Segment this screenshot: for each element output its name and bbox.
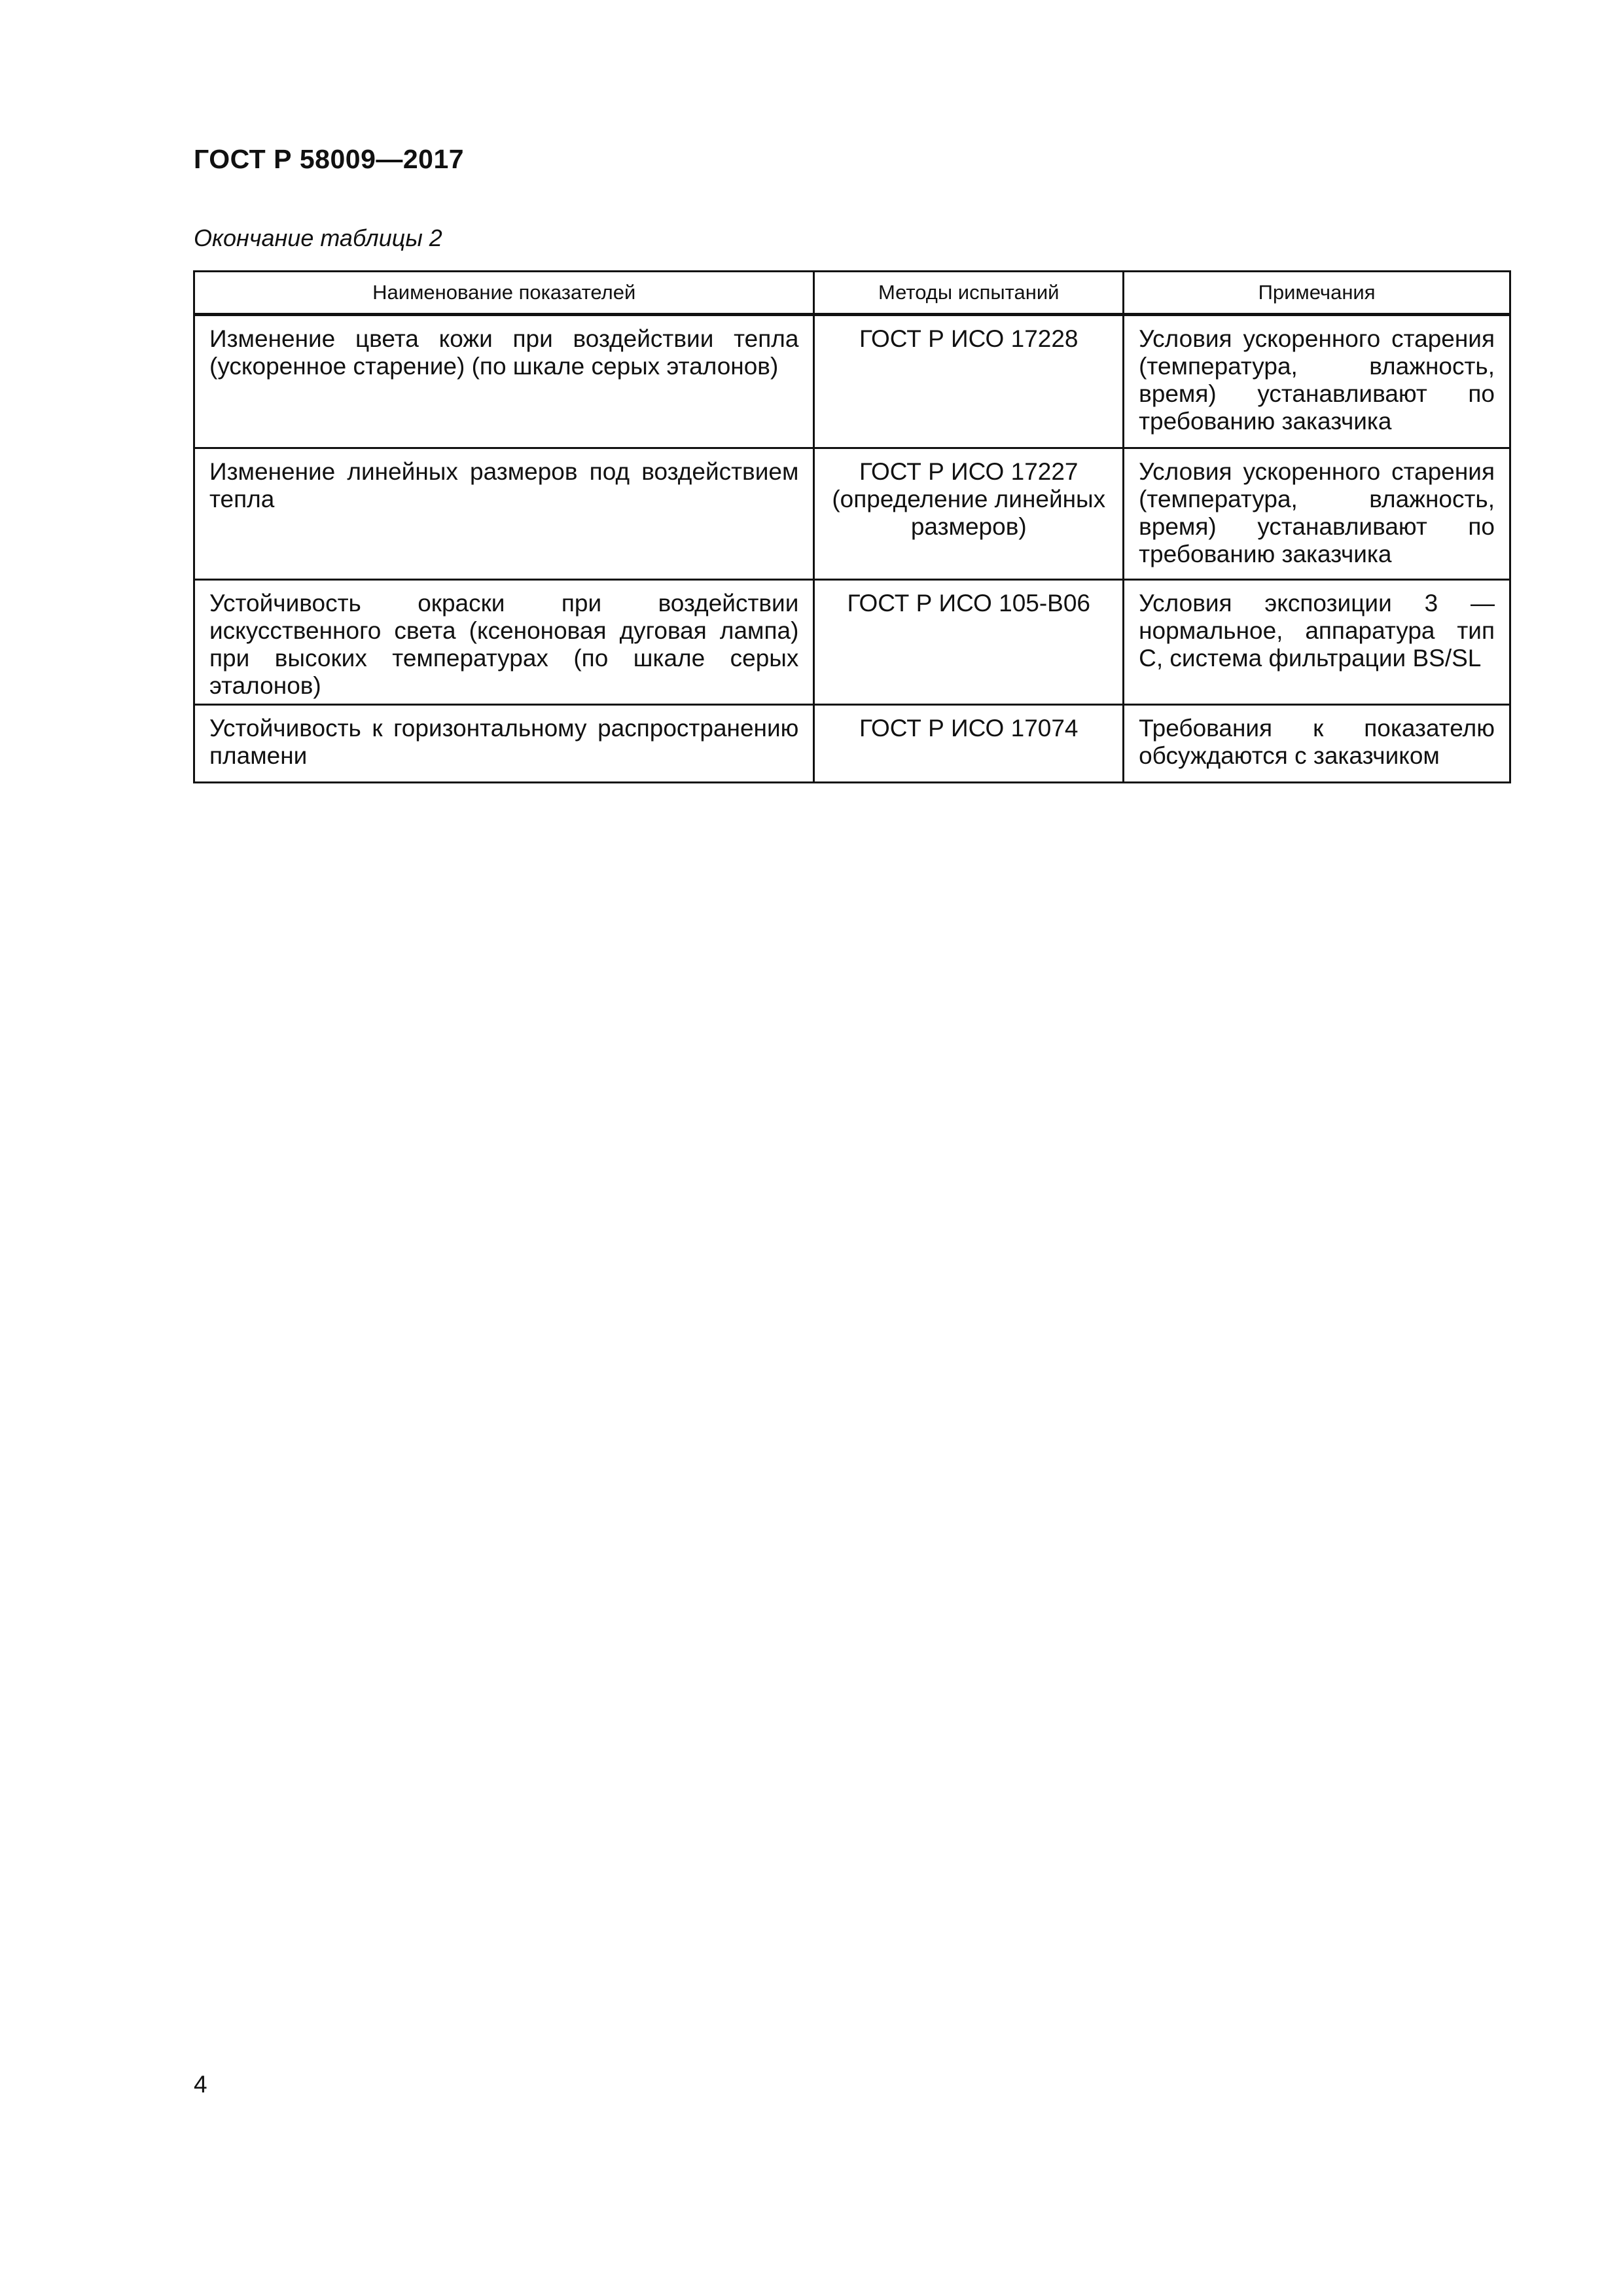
cell-test-method: ГОСТ Р ИСО 17074 bbox=[814, 705, 1124, 783]
cell-indicator-name: Изменение цвета кожи при воздействии тепла (ускоренное старение) (по шкале серых эталонов) bbox=[194, 315, 814, 448]
page-number: 4 bbox=[194, 2071, 207, 2098]
table-caption: Окончание таблицы 2 bbox=[194, 224, 442, 251]
cell-notes: Условия ускоренного старения (температура, влажность, время) устанавливают по требованию заказчика bbox=[1124, 448, 1510, 580]
cell-indicator-name: Изменение линейных размеров под воздействием тепла bbox=[194, 448, 814, 580]
table-header-row bbox=[194, 272, 1510, 315]
cell-notes: Условия экспозиции 3 — нормальное, аппаратура тип С, система фильтрации BS/SL bbox=[1124, 580, 1510, 705]
column-header-name: Наименование показателей bbox=[194, 272, 814, 315]
document-title: ГОСТ Р 58009—2017 bbox=[194, 144, 465, 174]
cell-test-method: ГОСТ Р ИСО 17227 (определение линейных размеров) bbox=[814, 448, 1124, 580]
properties-table bbox=[193, 270, 1511, 783]
cell-notes: Условия ускоренного старения (температура, влажность, время) устанавливают по требованию заказчика bbox=[1124, 315, 1510, 448]
table-row bbox=[194, 448, 1510, 580]
cell-indicator-name: Устойчивость к горизонтальному распространению пламени bbox=[194, 705, 814, 783]
cell-test-method: ГОСТ Р ИСО 105-В06 bbox=[814, 580, 1124, 705]
column-header-method: Методы испытаний bbox=[814, 272, 1124, 315]
table-row bbox=[194, 705, 1510, 783]
cell-test-method: ГОСТ Р ИСО 17228 bbox=[814, 315, 1124, 448]
table-row bbox=[194, 580, 1510, 705]
table-row bbox=[194, 315, 1510, 448]
cell-notes: Требования к показателю обсуждаются с заказчиком bbox=[1124, 705, 1510, 783]
column-header-notes: Примечания bbox=[1124, 272, 1510, 315]
cell-indicator-name: Устойчивость окраски при воздействии искусственного света (ксеноновая дуговая лампа) при высоких температурах (по шкале серых эталонов) bbox=[194, 580, 814, 705]
